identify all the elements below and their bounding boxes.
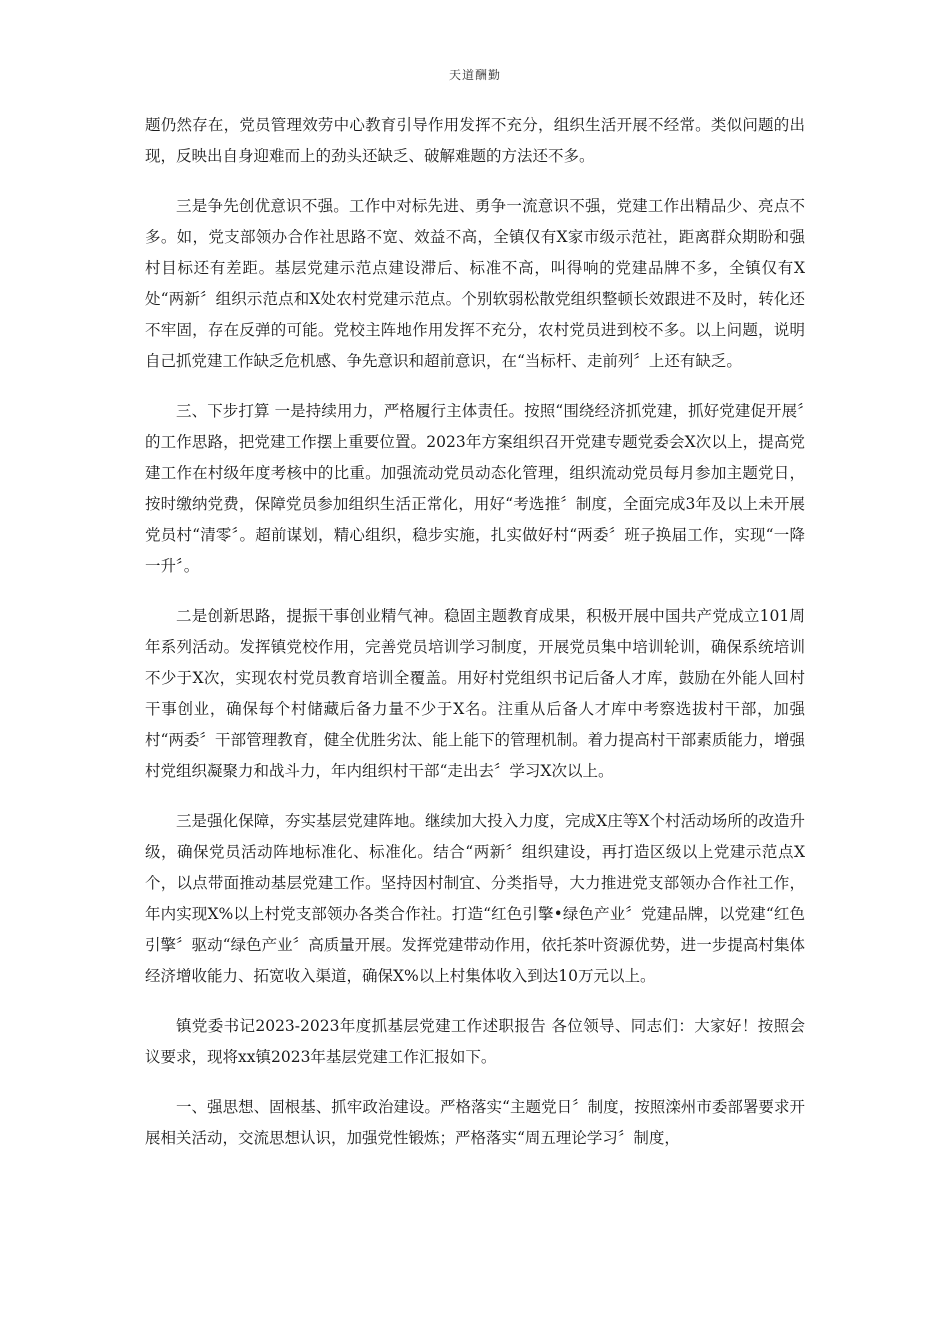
paragraph: 三、下步打算 一是持续用力，严格履行主体责任。按照“围绕经济抓党建，抓好党建促开展〞的工作思路，把党建工作摆上重要位置。2023年方案组织召开党建专题党委会X次以上，提高党建工作在村级年度考核中的比重。加强流动党员动态化管理，组织流动党员每月参加主题党日，按时缴纳党费，保障党员参加组织生活正常化，用好“考选推〞制度，全面完成3年及以上未开展党员村“清零〞。超前谋划，精心组织，稳步实施，扎实做好村“两委〞班子换届工作，实现“一降一升〞。 <box>145 402 805 575</box>
paragraph: 三是强化保障，夯实基层党建阵地。继续加大投入力度，完成X庄等X个村活动场所的改造升级，确保党员活动阵地标准化、标准化。结合“两新〞组织建设，再打造区级以上党建示范点X个，以点带面推动基层党建工作。坚持因村制宜、分类指导，大力推进党支部领办合作社工作，年内实现X%以上村党支部领办各类合作社。打造“红色引擎•绿色产业〞党建品牌，以党建“红色引擎〞驱动“绿色产业〞高质量开展。发挥党建带动作用，依托茶叶资源优势，进一步提高村集体经济增收能力、拓宽收入渠道，确保X%以上村集体收入到达10万元以上。 <box>145 812 805 985</box>
paragraph: 镇党委书记2023-2023年度抓基层党建工作述职报告 各位领导、同志们：大家好！按照会议要求，现将xx镇2023年基层党建工作汇报如下。 <box>145 1017 805 1066</box>
paragraph: 一、强思想、固根基、抓牢政治建设。严格落实“主题党日〞制度，按照滦州市委部署要求开展相关活动，交流思想认识，加强党性锻炼；严格落实“周五理论学习〞制度， <box>145 1098 805 1147</box>
document-body <box>145 110 805 1173</box>
paragraph-continuation: 题仍然存在，党员管理效劳中心教育引导作用发挥不充分，组织生活开展不经常。类似问题的出现，反映出自身迎难而上的劲头还缺乏、破解难题的方法还不多。 <box>145 116 805 165</box>
paragraph: 二是创新思路，提振干事创业精气神。稳固主题教育成果，积极开展中国共产党成立101周年系列活动。发挥镇党校作用，完善党员培训学习制度，开展党员集中培训轮训，确保系统培训不少于X次，实现农村党员教育培训全覆盖。用好村党组织书记后备人才库，鼓励在外能人回村干事创业，确保每个村储藏后备力量不少于X名。注重从后备人才库中考察选拔村干部，加强村“两委〞干部管理教育，健全优胜劣汰、能上能下的管理机制。着力提高村干部素质能力，增强村党组织凝聚力和战斗力，年内组织村干部“走出去〞学习X次以上。 <box>145 607 805 780</box>
page-header: 天道酬勤 <box>448 68 501 82</box>
paragraph: 三是争先创优意识不强。工作中对标先进、勇争一流意识不强，党建工作出精品少、亮点不多。如，党支部领办合作社思路不宽、效益不高，全镇仅有X家市级示范社，距离群众期盼和强村目标还有差距。基层党建示范点建设滞后、标准不高，叫得响的党建品牌不多，全镇仅有X处“两新〞组织示范点和X处农村党建示范点。个别软弱松散党组织整顿长效跟进不及时，转化还不牢固，存在反弹的可能。党校主阵地作用发挥不充分，农村党员进到校不多。以上问题，说明自己抓党建工作缺乏危机感、争先意识和超前意识，在“当标杆、走前列〞上还有缺乏。 <box>145 197 805 370</box>
